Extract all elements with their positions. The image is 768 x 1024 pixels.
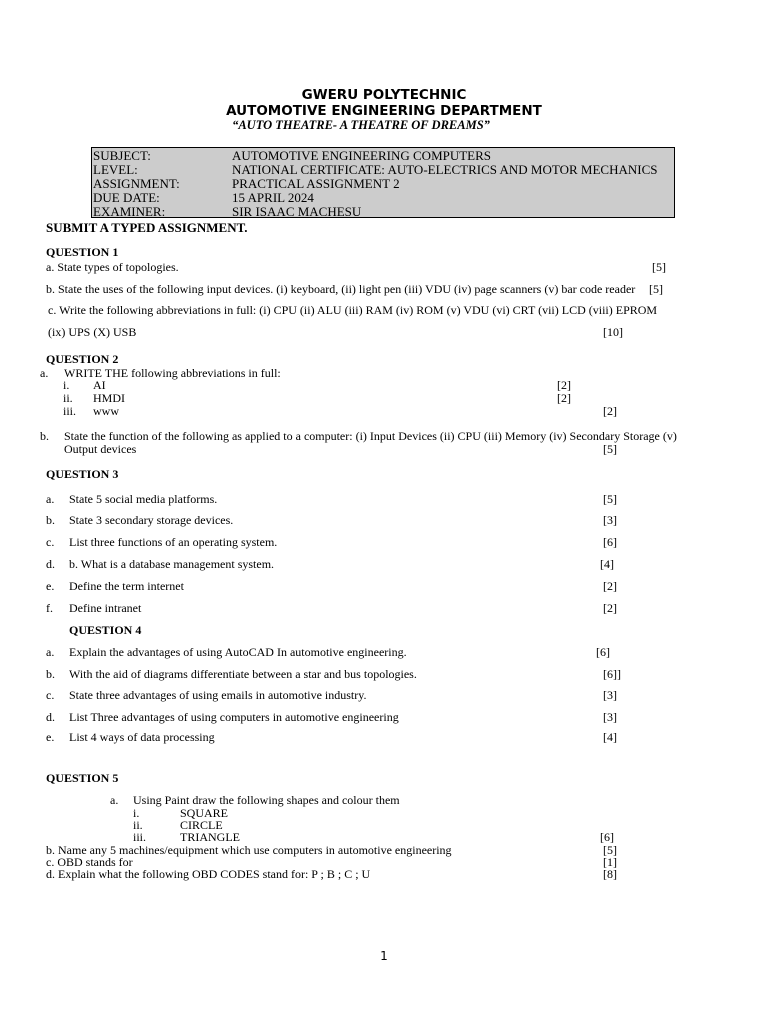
- q3-text: State 3 secondary storage devices.: [69, 513, 234, 527]
- q4-marks: [6]]: [603, 667, 621, 681]
- institution-title: GWERU POLYTECHNIC: [301, 87, 467, 103]
- page-number: 1: [380, 949, 388, 963]
- q3-text: State 5 social media platforms.: [69, 492, 218, 506]
- q4-letter: a.: [46, 645, 55, 659]
- q5-b-marks: [5]: [603, 843, 617, 857]
- question-1-title: QUESTION 1: [46, 245, 119, 259]
- info-value-level: NATIONAL CERTIFICATE: AUTO-ELECTRICS AND MOTOR MECHANICS: [232, 162, 658, 177]
- q2-a-text: WRITE THE following abbreviations in full:: [64, 366, 281, 380]
- q2-b-continued: Output devices: [64, 442, 137, 456]
- q5-a-text: Using Paint draw the following shapes and colour them: [133, 793, 400, 807]
- q4-text: With the aid of diagrams differentiate between a star and bus topologies.: [69, 667, 417, 681]
- q5-shape-text: SQUARE: [180, 806, 229, 820]
- q2-b-text: State the function of the following as applied to a computer: (i) Input Devices (ii) CPU (iii) Memory (iv) Secondary Storage (v): [64, 429, 677, 443]
- q3-marks: [6]: [603, 535, 617, 549]
- motto: “AUTO THEATRE- A THEATRE OF DREAMS”: [232, 118, 490, 132]
- q4-text: List 4 ways of data processing: [69, 730, 215, 744]
- q4-marks: [3]: [603, 710, 617, 724]
- q5-shape-num: iii.: [133, 830, 147, 844]
- q3-marks: [5]: [603, 492, 617, 506]
- q4-marks: [4]: [603, 730, 617, 744]
- info-key-examiner: EXAMINER:: [93, 204, 166, 219]
- q3-marks: [3]: [603, 513, 617, 527]
- q2-item-num: ii.: [63, 391, 73, 405]
- q2-item-num: i.: [63, 378, 70, 392]
- q5-shape-num: ii.: [133, 818, 143, 832]
- q4-marks: [6]: [596, 645, 610, 659]
- q3-marks: [2]: [603, 579, 617, 593]
- q5-c-marks: [1]: [603, 855, 617, 869]
- q4-letter: d.: [46, 710, 55, 724]
- q4-marks: [3]: [603, 688, 617, 702]
- info-key-subject: SUBJECT:: [93, 148, 151, 163]
- info-key-level: LEVEL:: [93, 162, 138, 177]
- q3-letter: a.: [46, 492, 55, 506]
- q3-text: List three functions of an operating system.: [69, 535, 278, 549]
- question-3-title: QUESTION 3: [46, 467, 119, 481]
- q2-item-marks: [2]: [557, 378, 571, 392]
- q4-text: List Three advantages of using computers in automotive engineering: [69, 710, 399, 724]
- q1-b-marks: [5]: [649, 282, 663, 296]
- q5-d-text: d. Explain what the following OBD CODES stand for: P ; B ; C ; U: [46, 867, 371, 881]
- info-value-assignment: PRACTICAL ASSIGNMENT 2: [232, 176, 400, 191]
- q3-text: Define the term internet: [69, 579, 184, 593]
- info-value-examiner: SIR ISAAC MACHESU: [232, 204, 362, 219]
- department-title: AUTOMOTIVE ENGINEERING DEPARTMENT: [226, 103, 542, 119]
- q3-marks: [4]: [600, 557, 614, 571]
- q4-text: Explain the advantages of using AutoCAD In automotive engineering.: [69, 645, 407, 659]
- q2-item-num: iii.: [63, 404, 77, 418]
- q4-text: State three advantages of using emails in automotive industry.: [69, 688, 367, 702]
- submission-instruction: SUBMIT A TYPED ASSIGNMENT.: [46, 220, 248, 235]
- q3-text: Define intranet: [69, 601, 142, 615]
- q5-shape-num: i.: [133, 806, 140, 820]
- assignment-info-box: [91, 147, 675, 218]
- q3-letter: b.: [46, 513, 55, 527]
- q2-b-letter: b.: [40, 429, 49, 443]
- info-key-assignment: ASSIGNMENT:: [93, 176, 180, 191]
- q1-b-text: b. State the uses of the following input devices. (i) keyboard, (ii) light pen (iii) VDU (iv) page scanners (v) bar code reader: [46, 282, 636, 296]
- q1-a-marks: [5]: [652, 260, 666, 274]
- q4-letter: c.: [46, 688, 55, 702]
- question-4-title: QUESTION 4: [69, 623, 142, 637]
- question-5-title: QUESTION 5: [46, 771, 119, 785]
- q3-letter: e.: [46, 579, 55, 593]
- q3-letter: d.: [46, 557, 55, 571]
- q3-letter: f.: [46, 601, 53, 615]
- q5-d-marks: [8]: [603, 867, 617, 881]
- q2-b-marks: [5]: [603, 442, 617, 456]
- q5-c-text: c. OBD stands for: [46, 855, 133, 869]
- q3-text: b. What is a database management system.: [69, 557, 275, 571]
- info-key-due-date: DUE DATE:: [93, 190, 160, 205]
- q3-marks: [2]: [603, 601, 617, 615]
- q5-b-text: b. Name any 5 machines/equipment which use computers in automotive engineering: [46, 843, 452, 857]
- q5-shape-text: TRIANGLE: [180, 830, 240, 844]
- q4-letter: e.: [46, 730, 55, 744]
- q1-c-text: c. Write the following abbreviations in full: (i) CPU (ii) ALU (iii) RAM (iv) ROM (v) VDU (vi) CRT (vii) LCD (viii) EPROM: [48, 303, 658, 317]
- q2-item-text: www: [93, 404, 119, 418]
- q5-a-letter: a.: [110, 793, 119, 807]
- question-2-title: QUESTION 2: [46, 352, 119, 366]
- q2-item-marks: [2]: [603, 404, 617, 418]
- q5-shape-text: CIRCLE: [180, 818, 223, 832]
- q1-c-marks: [10]: [603, 325, 623, 339]
- info-value-subject: AUTOMOTIVE ENGINEERING COMPUTERS: [232, 148, 492, 163]
- q4-letter: b.: [46, 667, 55, 681]
- info-value-due-date: 15 APRIL 2024: [232, 190, 314, 205]
- q2-item-marks: [2]: [557, 391, 571, 405]
- q1-a-text: a. State types of topologies.: [46, 260, 179, 274]
- q2-item-text: AI: [93, 378, 106, 392]
- q2-a-letter: a.: [40, 366, 49, 380]
- q3-letter: c.: [46, 535, 55, 549]
- q2-item-text: HMDI: [93, 391, 125, 405]
- q5-a-marks: [6]: [600, 830, 614, 844]
- q1-c-continued: (ix) UPS (X) USB: [48, 325, 137, 339]
